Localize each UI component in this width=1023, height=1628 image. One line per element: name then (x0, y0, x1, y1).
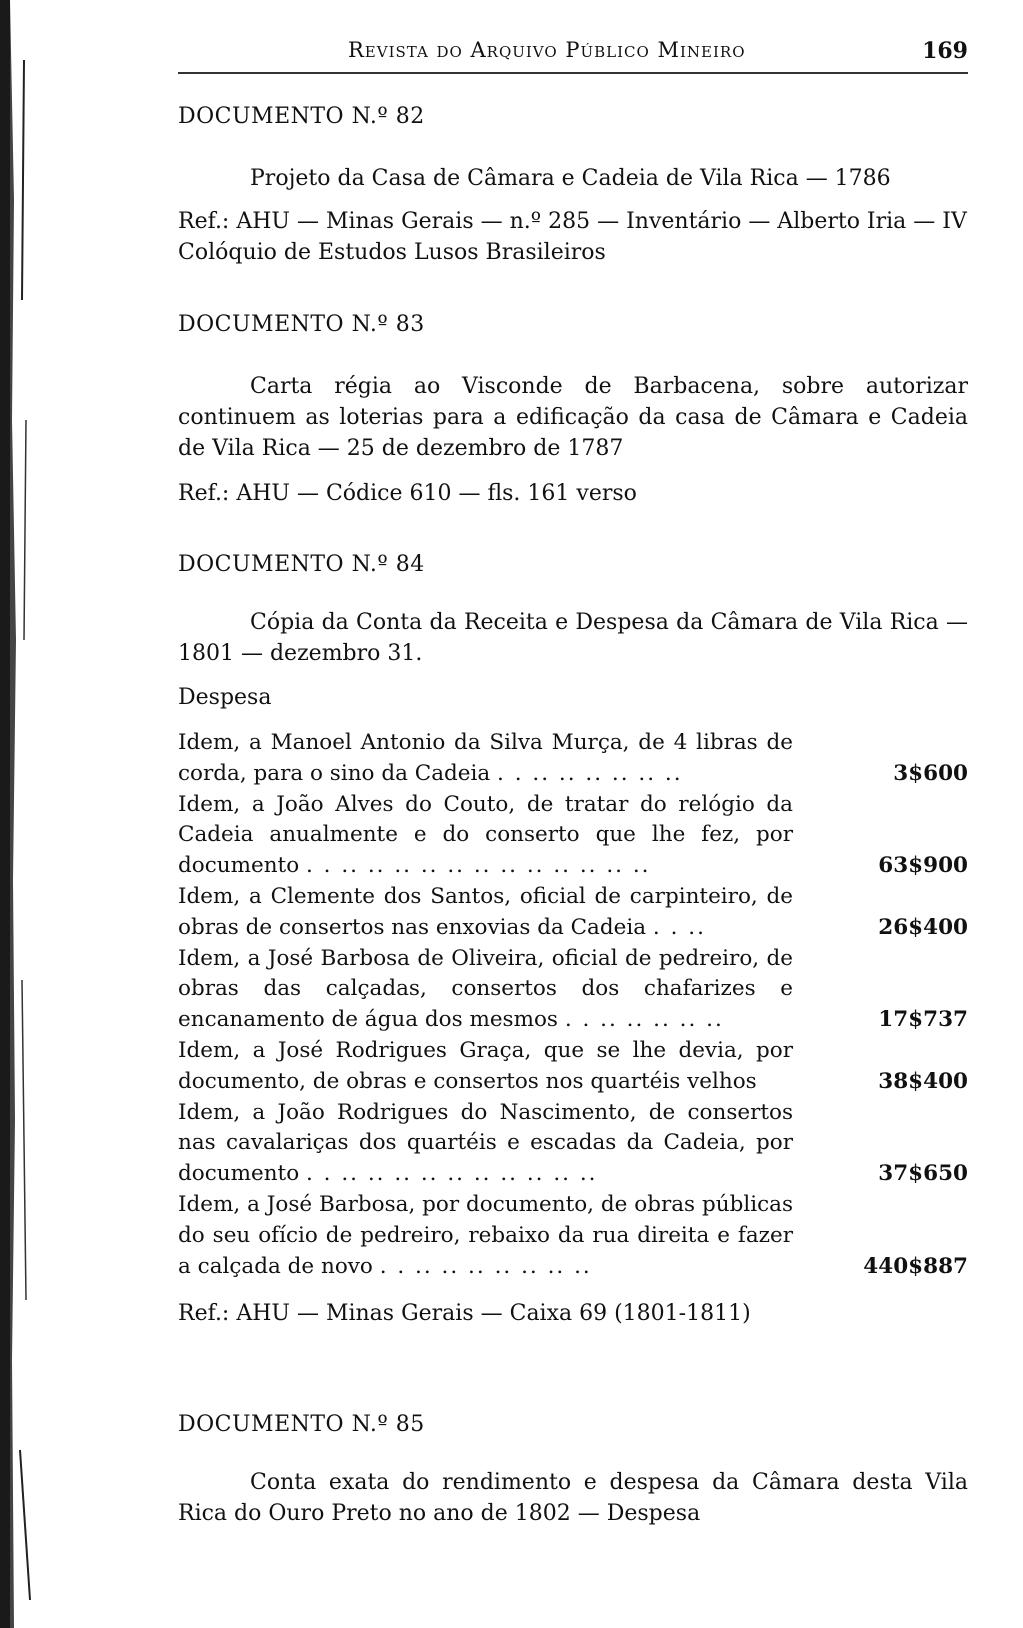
expense-entry (178, 1098, 968, 1190)
document-description: Carta régia ao Visconde de Barbacena, sobre autorizar continuem as loterias para a edificação da casa de Câmara e Cadeia de Vila Rica — 25 de dezembro de 1787 (178, 374, 968, 461)
document-85 (178, 1412, 968, 1529)
document-reference: Ref.: AHU — Minas Gerais — n.º 285 — Inventário — Alberto Iria — IV Colóquio de Estudos Lusos Brasileiros (178, 209, 967, 265)
expense-amount: 440$887 (863, 1253, 968, 1279)
expense-description: Idem, a José Barbosa, por documento, de obras públicas do seu ofício de pedreiro, rebaixo da rua direita e fazer a calçada de novo (178, 1191, 793, 1279)
expense-description: Idem, a Manoel Antonio da Silva Murça, de 4 libras de corda, para o sino da Cadeia (178, 730, 793, 786)
expense-description: Idem, a João Alves do Couto, de tratar do relógio da Cadeia anualmente e do conserto que lhe fez, por documento (178, 791, 793, 879)
expense-amount: 63$900 (878, 853, 968, 879)
expense-entry (178, 790, 968, 882)
running-head (178, 38, 968, 68)
document-84 (178, 552, 968, 1329)
expense-amount: 17$737 (878, 1007, 968, 1033)
document-description: Projeto da Casa de Câmara e Cadeia de Vila Rica — 1786 (250, 166, 891, 191)
document-title: DOCUMENTO N.º 83 (178, 312, 425, 337)
document-title: DOCUMENTO N.º 82 (178, 104, 425, 129)
dot-leader: . . .. .. .. .. .. .. .. (379, 1253, 592, 1279)
document-description: Conta exata do rendimento e despesa da Câmara desta Vila Rica do Ouro Preto no ano de 1802 — Despesa (178, 1470, 968, 1526)
document-reference: Ref.: AHU — Minas Gerais — Caixa 69 (1801-1811) (178, 1301, 751, 1327)
header-rule (178, 72, 968, 74)
expense-entry (178, 1036, 968, 1098)
dot-leader: . . .. .. .. .. .. (564, 1007, 724, 1033)
document-title: DOCUMENTO N.º 84 (178, 552, 425, 577)
dot-leader: . . .. .. .. .. .. .. .. .. .. .. .. .. (305, 853, 651, 879)
expense-amount: 26$400 (878, 914, 968, 940)
expense-list (178, 728, 968, 1282)
expense-entry (178, 1190, 968, 1282)
journal-title: Revista do Arquivo Público Mineiro (348, 38, 746, 62)
expense-description: Idem, a José Barbosa de Oliveira, oficial de pedreiro, de obras das calçadas, consertos dos chafarizes e encanamento de água dos mesmos (178, 945, 793, 1033)
dot-leader: . . .. (652, 914, 706, 940)
page-number: 169 (922, 38, 968, 64)
expense-entry (178, 882, 968, 944)
document-description: Cópia da Conta da Receita e Despesa da Câmara de Vila Rica — 1801 — dezembro 31. (178, 610, 968, 666)
document-reference: Ref.: AHU — Códice 610 — fls. 161 verso (178, 481, 637, 506)
expense-amount: 38$400 (878, 1068, 968, 1094)
dot-leader: . . .. .. .. .. .. .. (497, 760, 683, 786)
book-spine-shadow (0, 0, 48, 1628)
expense-entry (178, 728, 968, 790)
expense-entry (178, 944, 968, 1036)
section-subtitle: Despesa (178, 685, 272, 710)
expense-amount: 3$600 (893, 760, 968, 786)
document-83 (178, 312, 968, 509)
expense-description: Idem, a Clemente dos Santos, oficial de carpinteiro, de obras de consertos nas enxovias da Cadeia (178, 883, 793, 940)
expense-description: Idem, a José Rodrigues Graça, que se lhe devia, por documento, de obras e consertos nos quartéis velhos (178, 1037, 793, 1094)
dot-leader: . . .. .. .. .. .. .. .. .. .. .. (305, 1161, 598, 1187)
document-82 (178, 104, 968, 268)
expense-description: Idem, a João Rodrigues do Nascimento, de consertos nas cavalariças dos quartéis e escadas da Cadeia, por documento (178, 1099, 793, 1187)
document-title: DOCUMENTO N.º 85 (178, 1412, 425, 1437)
expense-amount: 37$650 (878, 1161, 968, 1187)
